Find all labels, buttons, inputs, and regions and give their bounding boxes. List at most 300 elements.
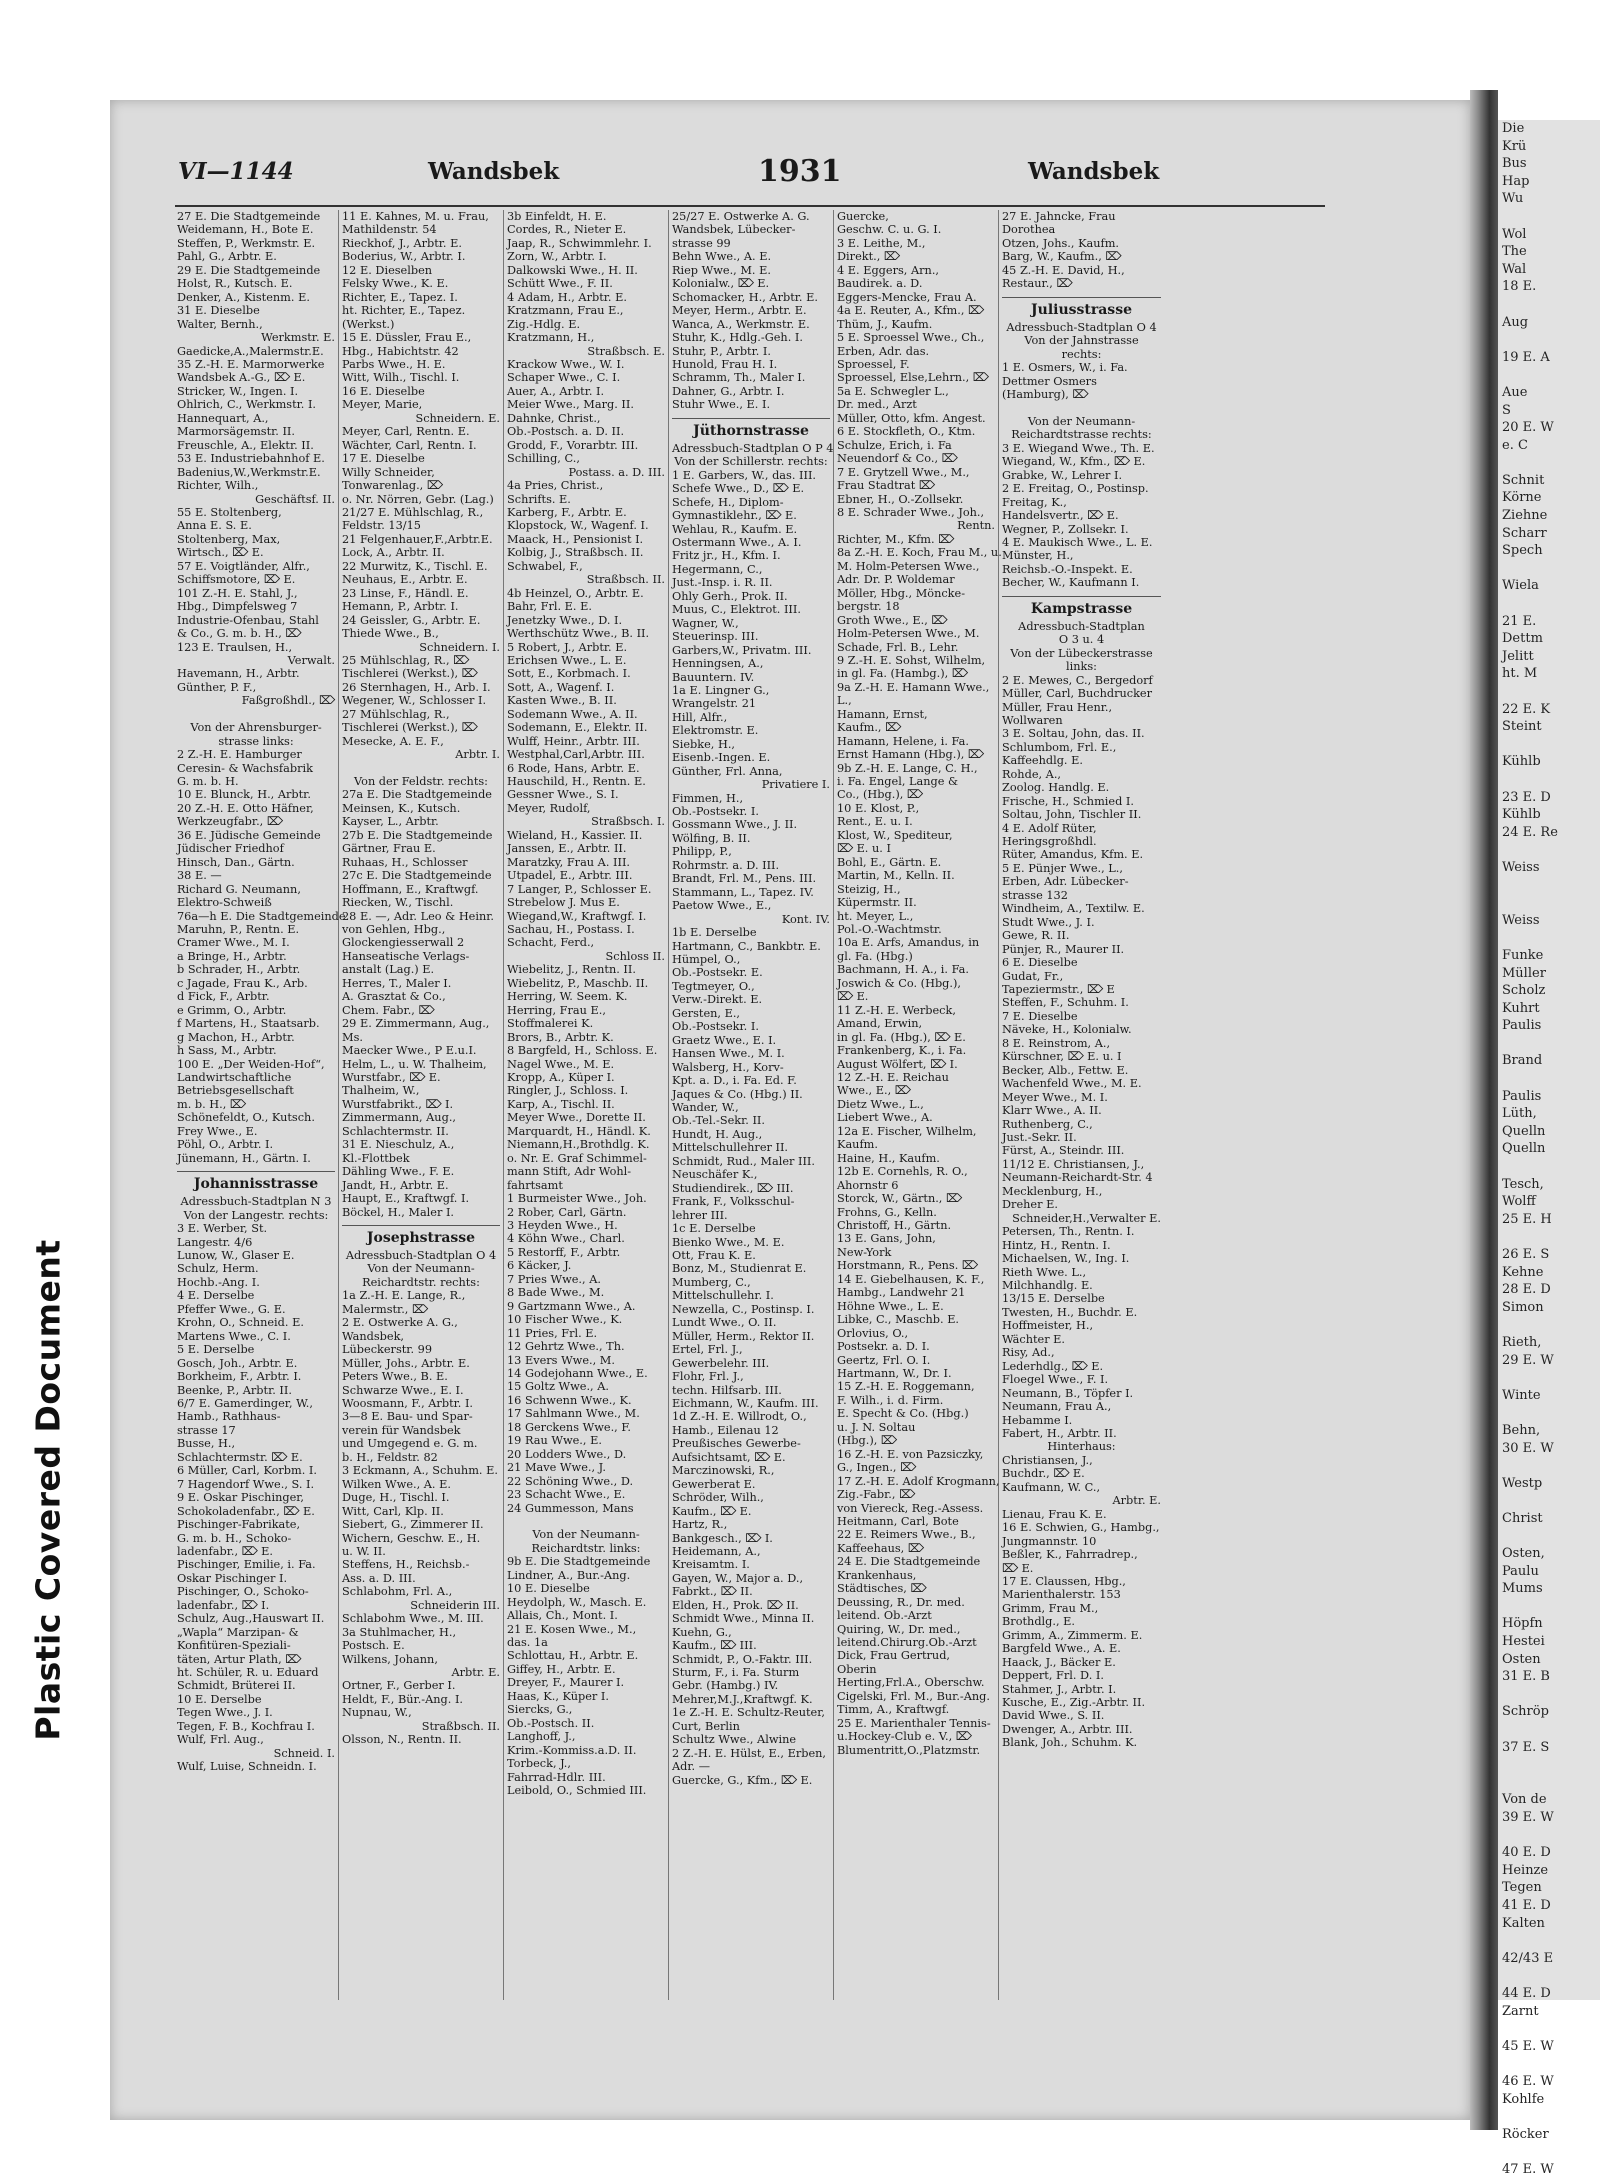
directory-entry: Marienthalerstr. 153 (1002, 1588, 1121, 1602)
directory-entry: 7 Langer, P., Schlosser E. (507, 882, 652, 896)
directory-entry: Von der Ahrensburger- (190, 721, 322, 735)
street-heading: Jüthornstrasse (672, 418, 830, 440)
adjacent-page-text: 47 E. W (1502, 2161, 1554, 2177)
adjacent-page-text: Tesch, (1502, 1176, 1544, 1192)
directory-entry: Tapeziermstr., ⌦ E (1002, 983, 1115, 997)
directory-entry: Herring, W. Seem. K. (507, 990, 628, 1004)
directory-entry: Schmidt, P., O.-Faktr. III. (672, 1652, 813, 1666)
directory-entry: Gudat, Fr., (1002, 969, 1064, 983)
directory-entry: Fahrrad-Hdlr. III. (507, 1770, 606, 1784)
directory-entry: Hoffmann, E., Kraftwgf. (342, 882, 479, 896)
directory-entry: ⌦ E. (1002, 1561, 1034, 1575)
directory-entry: Sachau, H., Postass. I. (507, 923, 635, 937)
directory-entry: Westphal,Carl,Arbtr. III. (507, 748, 645, 762)
adjacent-page-text: 28 E. D (1502, 1282, 1551, 1298)
directory-entry: Richter, M., Kfm. ⌦ (837, 532, 955, 546)
directory-entry: Philipp, P., (672, 845, 732, 859)
directory-entry: Wichern, Geschw. E., H. (342, 1531, 481, 1545)
directory-entry: 5a E. Schwegler L., (837, 384, 949, 398)
directory-entry: 8 Bade Wwe., M. (507, 1286, 605, 1300)
directory-entry: u. W. II. (342, 1544, 386, 1558)
directory-entry: 15 Goltz Wwe., A. (507, 1380, 609, 1394)
directory-entry: August Wölfert, ⌦ I. (837, 1057, 958, 1071)
directory-entry: täten, Artur Plath, ⌦ (177, 1652, 302, 1666)
directory-entry: Woosmann, F., Arbtr. I. (342, 1396, 473, 1410)
directory-entry: Fritz jr., H., Kfm. I. (672, 549, 781, 563)
directory-entry: Dwenger, A., Arbtr. III. (1002, 1722, 1133, 1736)
adjacent-page-text: 19 E. A (1502, 349, 1550, 365)
directory-entry: 35 Z.-H. E. Marmorwerke (177, 357, 325, 371)
adjacent-page-text: Kehne (1502, 1264, 1544, 1280)
directory-entry: Brandt, Frl. M., Pens. III. (672, 872, 817, 886)
directory-entry: G., Ingen., ⌦ (837, 1461, 917, 1475)
directory-entry: 6/7 E. Gamerdinger, W., (177, 1396, 313, 1410)
directory-entry: Bargfeld Wwe., A. E. (1002, 1642, 1121, 1656)
directory-entry: Schulz, Herm. (177, 1262, 259, 1276)
directory-entry: Wulf, Luise, Schneidn. I. (177, 1760, 317, 1774)
directory-entry: Jaap, R., Schwimmlehr. I. (507, 236, 652, 250)
adjacent-page-text: Kühlb (1502, 807, 1541, 823)
adjacent-page-text: 40 E. D (1502, 1845, 1551, 1861)
directory-entry: von Gehlen, Hbg., (342, 923, 446, 937)
directory-entry: Schlumbom, Frl. E., (1002, 740, 1117, 754)
directory-entry: ht. Schüler, R. u. Eduard (177, 1666, 319, 1680)
directory-entry: Ob.-Postsekr. E. (672, 966, 763, 980)
directory-entry: Pöhl, O., Arbtr. I. (177, 1138, 274, 1152)
directory-entry: & Co., G. m. b. H., ⌦ (177, 627, 302, 641)
directory-entry: 3b Einfeldt, H. E. (507, 210, 607, 223)
directory-entry: Hochb.-Ang. I. (177, 1275, 260, 1289)
directory-entry: m. b. H., ⌦ (177, 1097, 246, 1111)
directory-entry: Schröder, Wilh., (672, 1491, 764, 1505)
adjacent-page-text: Lüth, (1502, 1106, 1537, 1122)
directory-entry: g Machon, H., Arbtr. (177, 1030, 295, 1044)
directory-entry: Hartmann, W., Dr. I. (837, 1366, 952, 1380)
directory-entry: 21 E. Kosen Wwe., M., (507, 1622, 637, 1636)
directory-entry: 123 E. Traulsen, H., (177, 640, 293, 654)
directory-entry: Guercke, G., Kfm., ⌦ E. (672, 1773, 813, 1787)
directory-entry: Utpadel, E., Arbtr. III. (507, 869, 633, 883)
directory-entry: Martens Wwe., C. I. (177, 1329, 291, 1343)
directory-entry: Oberin (837, 1662, 877, 1676)
directory-entry: Gosch, Joh., Arbtr. E. (177, 1356, 298, 1370)
directory-entry: 2 E. Ostwerke A. G., (342, 1316, 458, 1330)
directory-entry: Mecklenburg, H., (1002, 1184, 1103, 1198)
directory-entry: techn. Hilfsarb. III. (672, 1383, 782, 1397)
directory-entry: Strebelow J. Mus E. (507, 896, 620, 910)
directory-entry: Herring, Frau E., (507, 1003, 606, 1017)
adjacent-page-fragment (1498, 120, 1600, 2177)
directory-entry: Hinterhaus: (1047, 1440, 1116, 1454)
directory-entry: Wiebelitz, J., Rentn. II. (507, 963, 636, 977)
directory-entry: Curt, Berlin (672, 1719, 740, 1733)
directory-entry: Pahl, G., Arbtr. E. (177, 250, 277, 264)
directory-entry: 14 E. Giebelhausen, K. F., (837, 1272, 985, 1286)
directory-entry: Ohly Gerh., Prok. II. (672, 589, 788, 603)
directory-entry: Mittelschullehrer II. (672, 1141, 789, 1155)
directory-entry: Glockengiesserwall 2 (342, 936, 465, 950)
directory-entry: Thüm, J., Kaufm. (837, 317, 933, 331)
directory-entry: Elden, H., Prok. ⌦ II. (672, 1598, 799, 1612)
directory-entry: Hintz, H., Rentn. I. (1002, 1238, 1111, 1252)
adjacent-page-text: Heinze (1502, 1862, 1549, 1878)
street-heading: Kampstrasse (1002, 596, 1161, 618)
directory-entry: Ceresin- & Wachsfabrik (177, 761, 313, 775)
directory-entry: Thalheim, W., (342, 1084, 420, 1098)
directory-entry: 11 Z.-H. E. Werbeck, (837, 1003, 956, 1017)
directory-entry: Maecker Wwe., P E.u.I. (342, 1044, 477, 1058)
directory-entry: Bankgesch., ⌦ I. (672, 1531, 773, 1545)
directory-entry: 53 E. Industriebahnhof E. (177, 452, 325, 466)
directory-entry: Sproessel, Else,Lehrn., ⌦ (837, 371, 989, 385)
directory-entry: Schneidern. E. (415, 411, 500, 425)
adjacent-page-text (1498, 296, 1600, 314)
directory-entry: Gewerberat E. (672, 1477, 756, 1491)
directory-entry: Stoffmalerei K. (507, 1017, 594, 1031)
directory-entry: Eichmann, W., Kaufm. III. (672, 1396, 819, 1410)
directory-entry: Schlachtermstr. ⌦ E. (177, 1450, 303, 1464)
directory-entry: Wegner, P., Zollsekr. I. (1002, 522, 1129, 536)
directory-entry: o. Nr. Nörren, Gebr. (Lag.) (342, 492, 494, 506)
directory-entry: Wiegand,W., Kraftwgf. I. (507, 909, 647, 923)
directory-entry: Zorn, W., Arbtr. I. (507, 250, 607, 264)
directory-entry: strasse 17 (177, 1423, 236, 1437)
directory-entry: Wiebelitz, P., Maschb. II. (507, 976, 649, 990)
directory-entry: Wachenfeld Wwe., M. E. (1002, 1077, 1142, 1091)
directory-entry: L., (837, 694, 852, 708)
directory-entry: Dahner, G., Arbtr. I. (672, 384, 785, 398)
directory-entry: links: (1066, 660, 1097, 674)
directory-entry: Kreisamtm. I. (672, 1558, 750, 1572)
directory-entry: 15 Z.-H. E. Roggemann, (837, 1380, 975, 1394)
adjacent-page-text: Paulis (1502, 1018, 1542, 1034)
directory-entry: Meyer, Marie, (342, 398, 423, 412)
directory-entry: Michaelsen, W., Ing. I. (1002, 1252, 1130, 1266)
directory-entry: 17 Z.-H. E. Adolf Krogmann, (837, 1474, 1000, 1488)
directory-entry: verein für Wandsbek (342, 1423, 461, 1437)
directory-entry: 13 Evers Wwe., M. (507, 1353, 615, 1367)
directory-entry: Stuhr Wwe., E. I. (672, 398, 771, 412)
page-header (178, 154, 1233, 194)
directory-entry: u. J. N. Soltau (837, 1420, 916, 1434)
directory-entry: 24 E. Die Stadtgemeinde (837, 1555, 981, 1569)
directory-entry: Blank, Joh., Schuhm. K. (1002, 1736, 1138, 1750)
directory-entry: Richard G. Neumann, (177, 882, 301, 896)
directory-entry: Lübeckerstr. 99 (342, 1343, 433, 1357)
directory-entry: Co., (Hbg.), ⌦ (837, 788, 923, 802)
adjacent-page-text (1498, 1686, 1600, 1704)
directory-entry: 7 Hagendorf Wwe., S. I. (177, 1477, 315, 1491)
directory-entry: Marmorsägemstr. II. (177, 425, 295, 439)
directory-column (504, 210, 669, 2000)
directory-entry: 20 Lodders Wwe., D. (507, 1447, 627, 1461)
directory-entry: Schmidt, Rud., Maler III. (672, 1154, 815, 1168)
directory-entry: Gossmann Wwe., J. II. (672, 818, 798, 832)
directory-entry: Grabke, W., Lehrer I. (1002, 468, 1123, 482)
adjacent-page-text: Jelitt (1502, 648, 1534, 664)
directory-entry: Christoff, H., Gärtn. (837, 1218, 952, 1232)
directory-entry: Stricker, W., Ingen. I. (177, 384, 299, 398)
directory-entry: Straßbsch. I. (591, 815, 665, 829)
directory-entry: Grimm, A., Zimmerm. E. (1002, 1628, 1143, 1642)
adjacent-page-text: Osten, (1502, 1546, 1545, 1562)
directory-entry: Barg, W., Kaufm., ⌦ (1002, 250, 1122, 264)
directory-entry: Wilkens, Johann, (342, 1652, 438, 1666)
directory-entry: Dettmer Osmers (1002, 374, 1097, 388)
directory-entry: Milchhandlg. E. (1002, 1278, 1093, 1292)
directory-entry: Meyer Wwe., Dorette II. (507, 1111, 646, 1125)
directory-entry: bergstr. 18 (837, 600, 900, 614)
directory-entry: Wollwaren (1002, 713, 1063, 727)
directory-entry: Stammann, L., Tapez. IV. (672, 885, 814, 899)
directory-entry: 13 E. Gans, John, (837, 1232, 936, 1246)
directory-entry: 4 Adam, H., Arbtr. E. (507, 290, 627, 304)
adjacent-page-text (1498, 2020, 1600, 2038)
directory-entry: Frankenberg, K., i. Fa. (837, 1044, 967, 1058)
adjacent-page-text: Wolff (1502, 1194, 1536, 1210)
directory-entry: Hbg., Habichtstr. 42 (342, 344, 459, 358)
directory-entry: Wilken Wwe., A. E. (342, 1477, 451, 1491)
directory-entry: E. Specht & Co. (Hbg.) (837, 1407, 969, 1421)
directory-entry: Helm, L., u. W. Thalheim, (342, 1057, 487, 1071)
directory-entry: 1e Z.-H. E. Schultz-Reuter, (672, 1706, 825, 1720)
adjacent-page-text (1498, 841, 1600, 859)
directory-entry: i. Fa. Engel, Lange & (837, 775, 959, 789)
directory-entry: Schneidern. I. (419, 640, 500, 654)
directory-entry: Kaufm. (837, 1138, 878, 1152)
directory-entry: Krankenhaus, (837, 1568, 917, 1582)
directory-entry: 19 Rau Wwe., E. (507, 1434, 602, 1448)
directory-entry: Maack, H., Pensionist I. (507, 532, 644, 546)
directory-entry: Heldt, F., Bür.-Ang. I. (342, 1692, 463, 1706)
directory-entry: Kuehn, G., (672, 1625, 732, 1639)
directory-entry: 2 Z.-H. E. Hülst, E., Erben, (672, 1746, 827, 1760)
directory-entry: 23 Linse, F., Händl. E. (342, 586, 469, 600)
directory-entry: 22 Schöning Wwe., D. (507, 1474, 634, 1488)
directory-entry: 6 Käcker, J. (507, 1259, 572, 1273)
directory-entry: Hambg., Landwehr 21 (837, 1286, 966, 1300)
directory-entry: Steuerinsp. III. (672, 630, 759, 644)
directory-entry: Hannequart, A., (177, 411, 269, 425)
directory-entry: Wächter E. (1002, 1332, 1066, 1346)
directory-entry: Walter, Bernh., (177, 317, 263, 331)
directory-entry: Wandsbek A.-G., ⌦ E. (177, 371, 306, 385)
directory-entry: Schefe Wwe., D., ⌦ E. (672, 482, 805, 496)
directory-entry: 38 E. — (177, 869, 222, 883)
directory-entry: 10 E. Klost, P., (837, 801, 920, 815)
adjacent-page-text: 46 E. W (1502, 2073, 1554, 2089)
directory-entry: Wandsbek, (342, 1329, 405, 1343)
directory-entry: Ruhaas, H., Schlosser (342, 855, 468, 869)
directory-entry: 1b E. Derselbe (672, 926, 757, 940)
directory-entry (177, 708, 335, 721)
directory-entry: Ostermann Wwe., A. I. (672, 535, 802, 549)
directory-entry: Sodemann, E., Elektr. II. (507, 721, 648, 735)
directory-entry: Holm-Petersen Wwe., M. (837, 627, 980, 641)
directory-entry: Münster, H., (1002, 549, 1074, 563)
adjacent-page-text: Wu (1502, 191, 1524, 207)
directory-entry: 18 Gerckens Wwe., F. (507, 1420, 632, 1434)
directory-entry: 5 E. Sproessel Wwe., Ch., (837, 331, 985, 345)
directory-entry: Zoolog. Handlg. E. (1002, 781, 1110, 795)
directory-entry: Bauuntern. IV. (672, 670, 755, 684)
directory-entry: fahrtsamt (507, 1178, 563, 1192)
directory-entry: 12a E. Fischer, Wilhelm, (837, 1124, 977, 1138)
directory-entry: Cramer Wwe., M. I. (177, 936, 290, 950)
directory-entry: Heidemann, A., (672, 1544, 761, 1558)
directory-entry: Ruthenberg, C., (1002, 1117, 1093, 1131)
directory-entry: Blumentritt,O.,Platzmstr. (837, 1743, 981, 1757)
directory-entry: Sott, A., Wagenf. I. (507, 680, 615, 694)
directory-entry: Hebamme I. (1002, 1413, 1073, 1427)
adjacent-page-text (1498, 1598, 1600, 1616)
directory-entry: Hegermann, C., (672, 562, 763, 576)
directory-entry: Höhne Wwe., L. E. (837, 1299, 944, 1313)
directory-entry: Maratzky, Frau A. III. (507, 855, 630, 869)
directory-entry: 13/15 E. Derselbe (1002, 1292, 1105, 1306)
directory-entry: Preußisches Gewerbe- (672, 1437, 801, 1451)
directory-entry: Cigelski, Frl. M., Bur.-Ang. (837, 1689, 990, 1703)
directory-entry: Restaur., ⌦ (1002, 277, 1073, 291)
adjacent-page-text: Schröp (1502, 1704, 1549, 1720)
directory-entry: Neumann-Reichardt-Str. 4 (1002, 1171, 1153, 1185)
adjacent-page-text: Wol (1502, 226, 1527, 242)
directory-entry: Grimm, Frau M., (1002, 1601, 1099, 1615)
directory-entry: Kont. IV. (781, 912, 830, 926)
directory-entry: 76a—h E. Die Stadtgemeinde (177, 909, 346, 923)
directory-entry: Schlabohm, Frl. A., (342, 1585, 453, 1599)
directory-entry: Pol.-O.-Wachtmstr. (837, 923, 942, 937)
directory-entry: Amand, Erwin, (837, 1017, 923, 1031)
directory-entry: Jandt, H., Arbtr. E. (342, 1178, 449, 1192)
directory-entry: 21/27 E. Mühlschlag, R., (342, 505, 484, 519)
directory-entry: Soltau, John, Tischler II. (1002, 808, 1142, 822)
directory-entry: Christiansen, J., (1002, 1453, 1093, 1467)
directory-entry: Flohr, Frl. J., (672, 1370, 744, 1384)
adjacent-page-text: Quelln (1502, 1141, 1546, 1157)
adjacent-page-text: Zarnt (1502, 2003, 1539, 2019)
directory-entry: Wrangelstr. 21 (672, 697, 757, 711)
directory-entry: Wurstfabr., ⌦ E. (342, 1071, 441, 1084)
directory-entry: O 3 u. 4 (1058, 633, 1105, 647)
directory-entry: Hamann, Helene, i. Fa. (837, 734, 969, 748)
directory-entry: Giffey, H., Arbtr. E. (507, 1662, 616, 1676)
directory-entry: 27 E. Die Stadtgemeinde (177, 210, 321, 223)
adjacent-page-text: Christ (1502, 1510, 1543, 1526)
directory-entry: Pünjer, R., Maurer II. (1002, 942, 1125, 956)
adjacent-page-text: The (1502, 244, 1527, 260)
directory-entry: 55 E. Stoltenberg, (177, 505, 282, 519)
directory-entry: Günther, Frl. Anna, (672, 764, 783, 778)
directory-entry: Frey Wwe., E. (177, 1124, 258, 1138)
directory-entry: d Fick, F., Arbtr. (177, 990, 270, 1004)
adjacent-page-text (1498, 1756, 1600, 1774)
directory-entry: 7 E. Dieselbe (1002, 1009, 1078, 1023)
directory-entry: Malermstr., ⌦ (342, 1302, 428, 1316)
directory-entry: 27b E. Die Stadtgemeinde (342, 828, 493, 842)
directory-entry: 6 E. Dieselbe (1002, 956, 1078, 970)
adjacent-page-text: 31 E. B (1502, 1669, 1550, 1685)
directory-entry: Wulf, Frl. Aug., (177, 1733, 264, 1747)
adjacent-page-text: Aue (1502, 384, 1528, 400)
directory-entry: Ass. a. D. III. (342, 1571, 416, 1585)
directory-entry: 1a Z.-H. E. Lange, R., (342, 1289, 466, 1303)
directory-entry: 21 Felgenhauer,F.,Arbtr.E. (342, 532, 493, 546)
directory-entry: Privatiere I. (761, 778, 830, 792)
directory-entry: Just.-Insp. i. R. II. (672, 576, 773, 590)
adjacent-page-text (1498, 2143, 1600, 2161)
directory-entry: Verw.-Direkt. E. (672, 993, 763, 1007)
adjacent-page-text: Rieth, (1502, 1334, 1542, 1350)
directory-entry: Olsson, N., Rentn. II. (342, 1733, 462, 1747)
directory-entry: 7 Pries Wwe., A. (507, 1272, 601, 1286)
directory-entry: Kolbig, J., Straßbsch. II. (507, 546, 644, 560)
directory-entry: M. Holm-Petersen Wwe., (837, 559, 980, 573)
directory-entry: 16 E. Dieselbe (342, 384, 425, 398)
directory-entry: Elektro-Schweiß (177, 896, 272, 910)
directory-entry: Bienko Wwe., M. E. (672, 1235, 785, 1249)
directory-entry: Krackow Wwe., W. I. (507, 357, 625, 371)
directory-entry: in gl. Fa. (Hambg.), ⌦ (837, 667, 968, 681)
directory-entry: Rentn. (957, 519, 995, 533)
directory-entry: 8 Bargfeld, H., Schloss. E. (507, 1044, 658, 1058)
directory-entry: Neuschäfer K., (672, 1168, 758, 1182)
directory-entry: 15 E. Düssler, Frau E., (342, 331, 472, 345)
directory-entry: Jünemann, H., Gärtn. I. (177, 1151, 311, 1165)
directory-entry: a Bringe, H., Arbtr. (177, 949, 287, 963)
directory-entry: Steffen, P., Werkmstr. E. (177, 236, 316, 250)
directory-entry: Willy Schneider, (342, 465, 435, 479)
directory-entry: Nupnau, W., (342, 1706, 412, 1720)
directory-entry: Gewerbelehr. III. (672, 1356, 770, 1370)
directory-entry: Schiffsmotore, ⌦ E. (177, 573, 296, 587)
directory-entry: Dr. med., Arzt (837, 398, 917, 412)
directory-entry: 23 Schacht Wwe., E. (507, 1488, 626, 1502)
directory-entry: Von der Feldstr. rechts: (354, 775, 488, 789)
directory-entry: Marquardt, H., Händl. K. (507, 1124, 651, 1138)
directory-entry: Von der Neumann- (532, 1528, 640, 1542)
directory-entry: Kl.-Flottbek (342, 1151, 410, 1165)
directory-entry: Mumberg, C., (672, 1275, 751, 1289)
directory-entry: Jenetzky Wwe., D. I. (507, 613, 623, 627)
directory-entry: Richter, Wilh., (177, 479, 259, 493)
directory-entry: 29 E. Die Stadtgemeinde (177, 263, 321, 277)
directory-columns (174, 210, 1329, 2000)
directory-entry: Dorothea (1002, 223, 1056, 237)
directory-entry: 24 Geissler, G., Arbtr. E. (342, 613, 481, 627)
directory-entry: Haupt, E., Kraftwgf. I. (342, 1192, 470, 1206)
directory-entry: 101 Z.-H. E. Stahl, J., (177, 586, 298, 600)
directory-entry: Fimmen, H., (672, 791, 744, 805)
directory-entry: 3a Stuhlmacher, H., (342, 1625, 457, 1639)
adjacent-page-text: Quelln (1502, 1123, 1546, 1139)
adjacent-page-text: Wal (1502, 261, 1527, 277)
directory-entry: Kaufm., ⌦ E. (672, 1504, 752, 1518)
directory-entry: Schefe, H., Diplom- (672, 495, 784, 509)
adjacent-page-text: Höpfn (1502, 1616, 1543, 1632)
directory-entry: in gl. Fa. (Hbg.), ⌦ E. (837, 1030, 966, 1044)
directory-entry: Ob.-Postsekr. I. (672, 1020, 759, 1034)
adjacent-page-text: 37 E. S (1502, 1739, 1550, 1755)
directory-column (339, 210, 504, 2000)
directory-entry: 22 E. Reimers Wwe., B., (837, 1528, 976, 1542)
directory-entry: Siebert, G., Zimmerer II. (342, 1518, 484, 1532)
adjacent-page-text: ht. M (1502, 666, 1538, 682)
directory-entry: Wwe., E., ⌦ (837, 1084, 911, 1098)
directory-entry: 16 Z.-H. E. von Pazsiczky, (837, 1447, 984, 1461)
directory-entry: Krohn, O., Schneid. E. (177, 1316, 304, 1330)
directory-entry: Denker, A., Kistenm. E. (177, 290, 310, 304)
